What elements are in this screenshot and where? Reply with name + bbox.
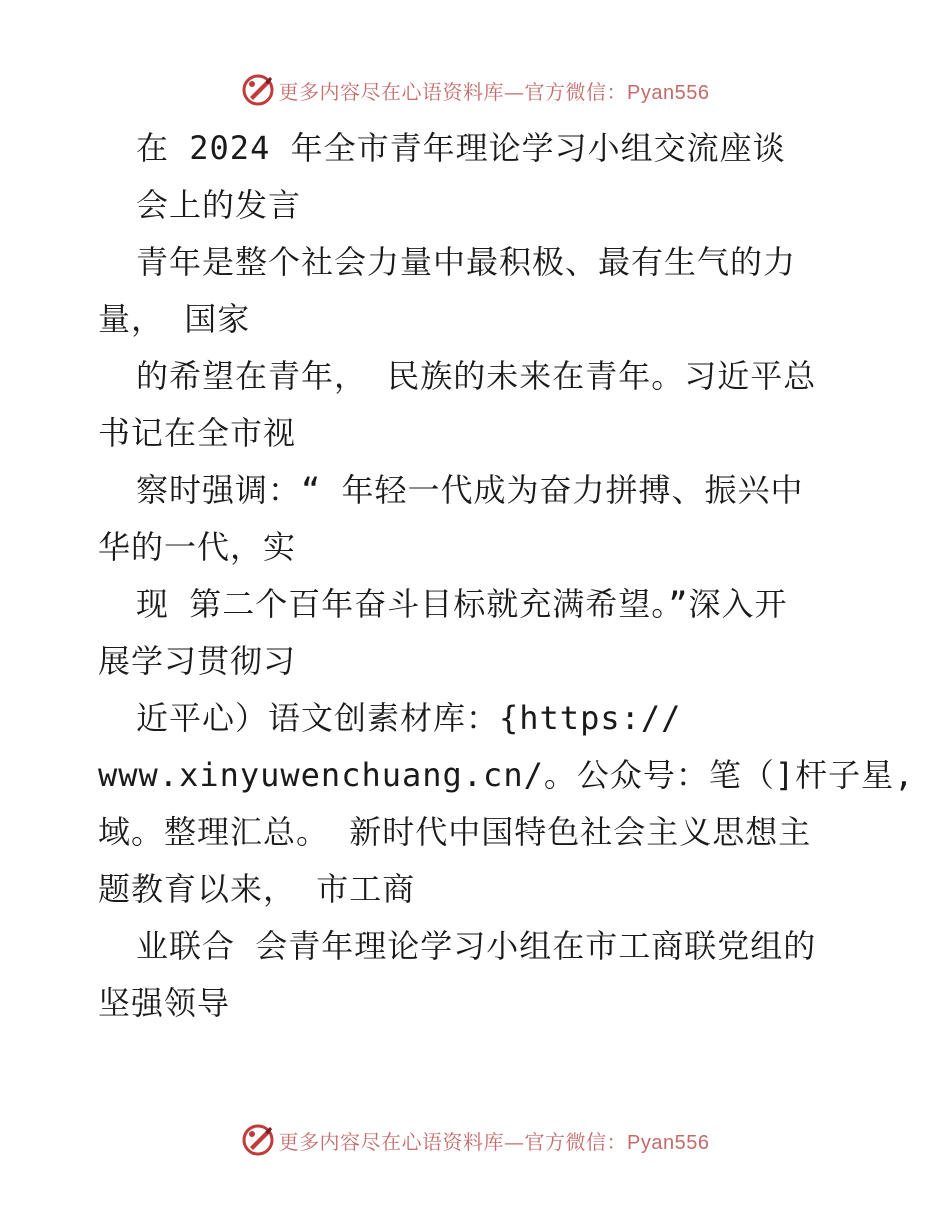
doc-line: 在 2024 年全市青年理论学习小组交流座谈 (136, 129, 786, 167)
doc-line: 青年是整个社会力量中最积极、最有生气的力 (136, 243, 797, 281)
doc-line: 察时强调：“ 年轻一代成为奋力拼搏、振兴中 (136, 471, 804, 509)
doc-line: 近平心）语文创素材库：{https:// (136, 699, 682, 737)
header-banner (0, 70, 950, 110)
doc-line: 的希望在青年， 民族的未来在青年。习近平总 (136, 357, 817, 395)
brand-logo-icon (241, 73, 275, 107)
doc-line: 华的一代，实 (98, 528, 297, 566)
document-body (98, 120, 915, 1032)
doc-line: 题教育以来， 市工商 (98, 870, 416, 908)
doc-line: 业联合 会青年理论学习小组在市工商联党组的 (136, 927, 817, 965)
doc-line: 展学习贯彻习 (98, 642, 297, 680)
doc-line: 会上的发言 (136, 186, 302, 224)
doc-line: 域。整理汇总。 新时代中国特色社会主义思想主 (98, 813, 812, 851)
doc-line: 量， 国家 (98, 300, 251, 338)
banner-text: 更多内容尽在心语资料库—官方微信：Pyan556 (278, 1129, 710, 1154)
brand-logo-icon (241, 1123, 275, 1157)
doc-line: www.xinyuwenchuang.cn/。公众号：笔（]杆子星, (98, 756, 915, 794)
banner-text: 更多内容尽在心语资料库—官方微信：Pyan556 (278, 79, 710, 104)
doc-line: 坚强领导 (98, 984, 231, 1022)
doc-line: 现 第二个百年奋斗目标就充满希望。”深入开 (136, 585, 788, 623)
doc-line: 书记在全市视 (98, 414, 297, 452)
footer-banner (0, 1120, 950, 1160)
